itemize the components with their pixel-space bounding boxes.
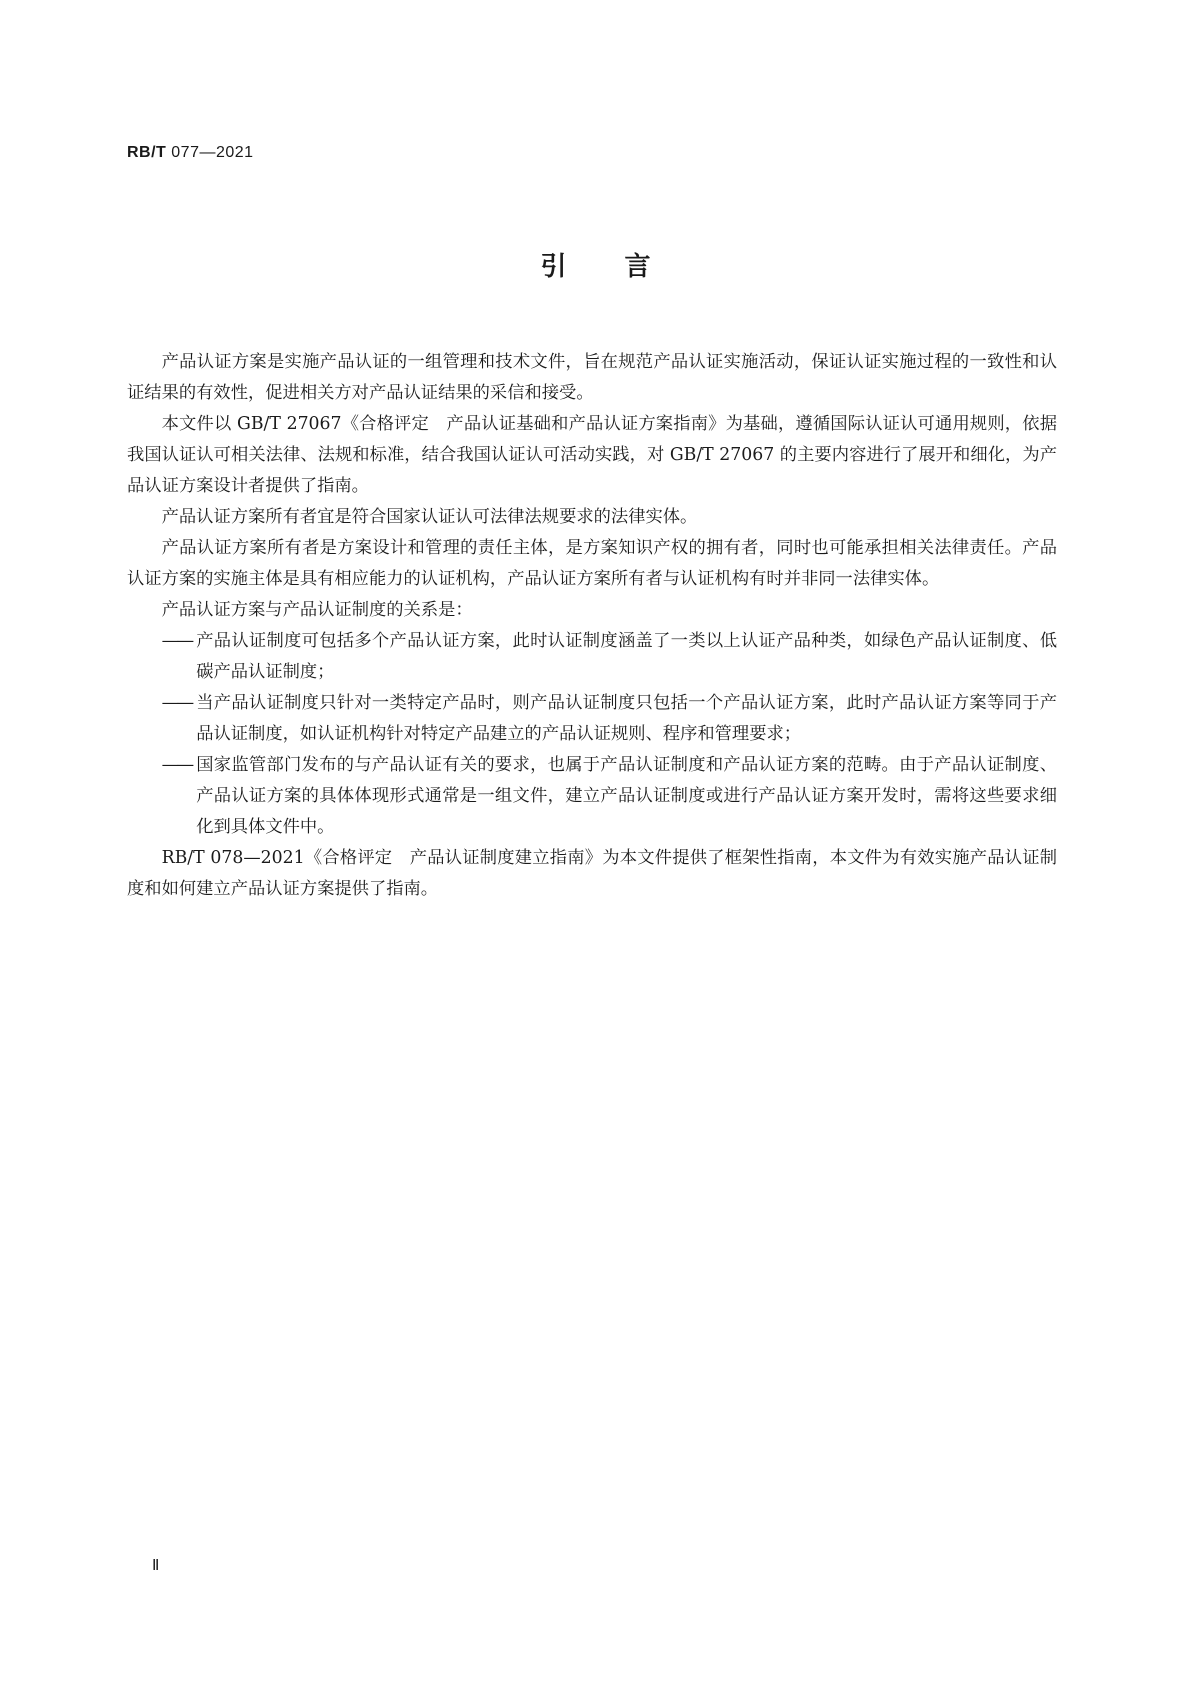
paragraph: 产品认证方案是实施产品认证的一组管理和技术文件，旨在规范产品认证实施活动，保证认证实施过程的一致性和认证结果的有效性，促进相关方对产品认证结果的采信和接受。	[127, 352, 1057, 403]
dash-marker: ——	[161, 755, 193, 775]
list-item	[127, 750, 1057, 843]
list-item-text: 产品认证制度可包括多个产品认证方案，此时认证制度涵盖了一类以上认证产品种类，如绿色产品认证制度、低碳产品认证制度；	[196, 631, 1057, 682]
page-title: 引言	[540, 252, 709, 282]
list-item	[127, 626, 1057, 688]
paragraph: RB/T 078—2021《合格评定 产品认证制度建立指南》为本文件提供了框架性指南，本文件为有效实施产品认证制度和如何建立产品认证方案提供了指南。	[127, 848, 1057, 899]
list-item	[127, 688, 1057, 750]
paragraph: 产品认证方案所有者宜是符合国家认证认可法律法规要求的法律实体。	[161, 507, 698, 527]
list-item-text: 当产品认证制度只针对一类特定产品时，则产品认证制度只包括一个产品认证方案，此时产品认证方案等同于产品认证制度，如认证机构针对特定产品建立的产品认证规则、程序和管理要求；	[196, 693, 1057, 744]
standard-number: 077—2021	[171, 144, 254, 161]
standard-code: RB/T	[127, 144, 167, 161]
standard-number-header	[127, 144, 254, 162]
paragraph: 产品认证方案所有者是方案设计和管理的责任主体，是方案知识产权的拥有者，同时也可能承担相关法律责任。产品认证方案的实施主体是具有相应能力的认证机构，产品认证方案所有者与认证机构有时并非同一法律实体。	[127, 538, 1057, 589]
dash-marker: ——	[161, 631, 193, 651]
dash-marker: ——	[161, 693, 193, 713]
paragraph: 产品认证方案与产品认证制度的关系是：	[161, 600, 473, 620]
list-item-text: 国家监管部门发布的与产品认证有关的要求，也属于产品认证制度和产品认证方案的范畴。由于产品认证制度、产品认证方案的具体体现形式通常是一组文件，建立产品认证制度或进行产品认证方案开发时，需将这些要求细化到具体文件中。	[196, 755, 1057, 837]
paragraph: 本文件以 GB/T 27067《合格评定 产品认证基础和产品认证方案指南》为基础，遵循国际认证认可通用规则，依据我国认证认可相关法律、法规和标准，结合我国认证认可活动实践，对 GB/T 27067 的主要内容进行了展开和细化，为产品认证方案设计者提供了指南。	[127, 414, 1057, 496]
document-body	[127, 347, 1057, 905]
page-number: Ⅱ	[152, 1557, 160, 1574]
